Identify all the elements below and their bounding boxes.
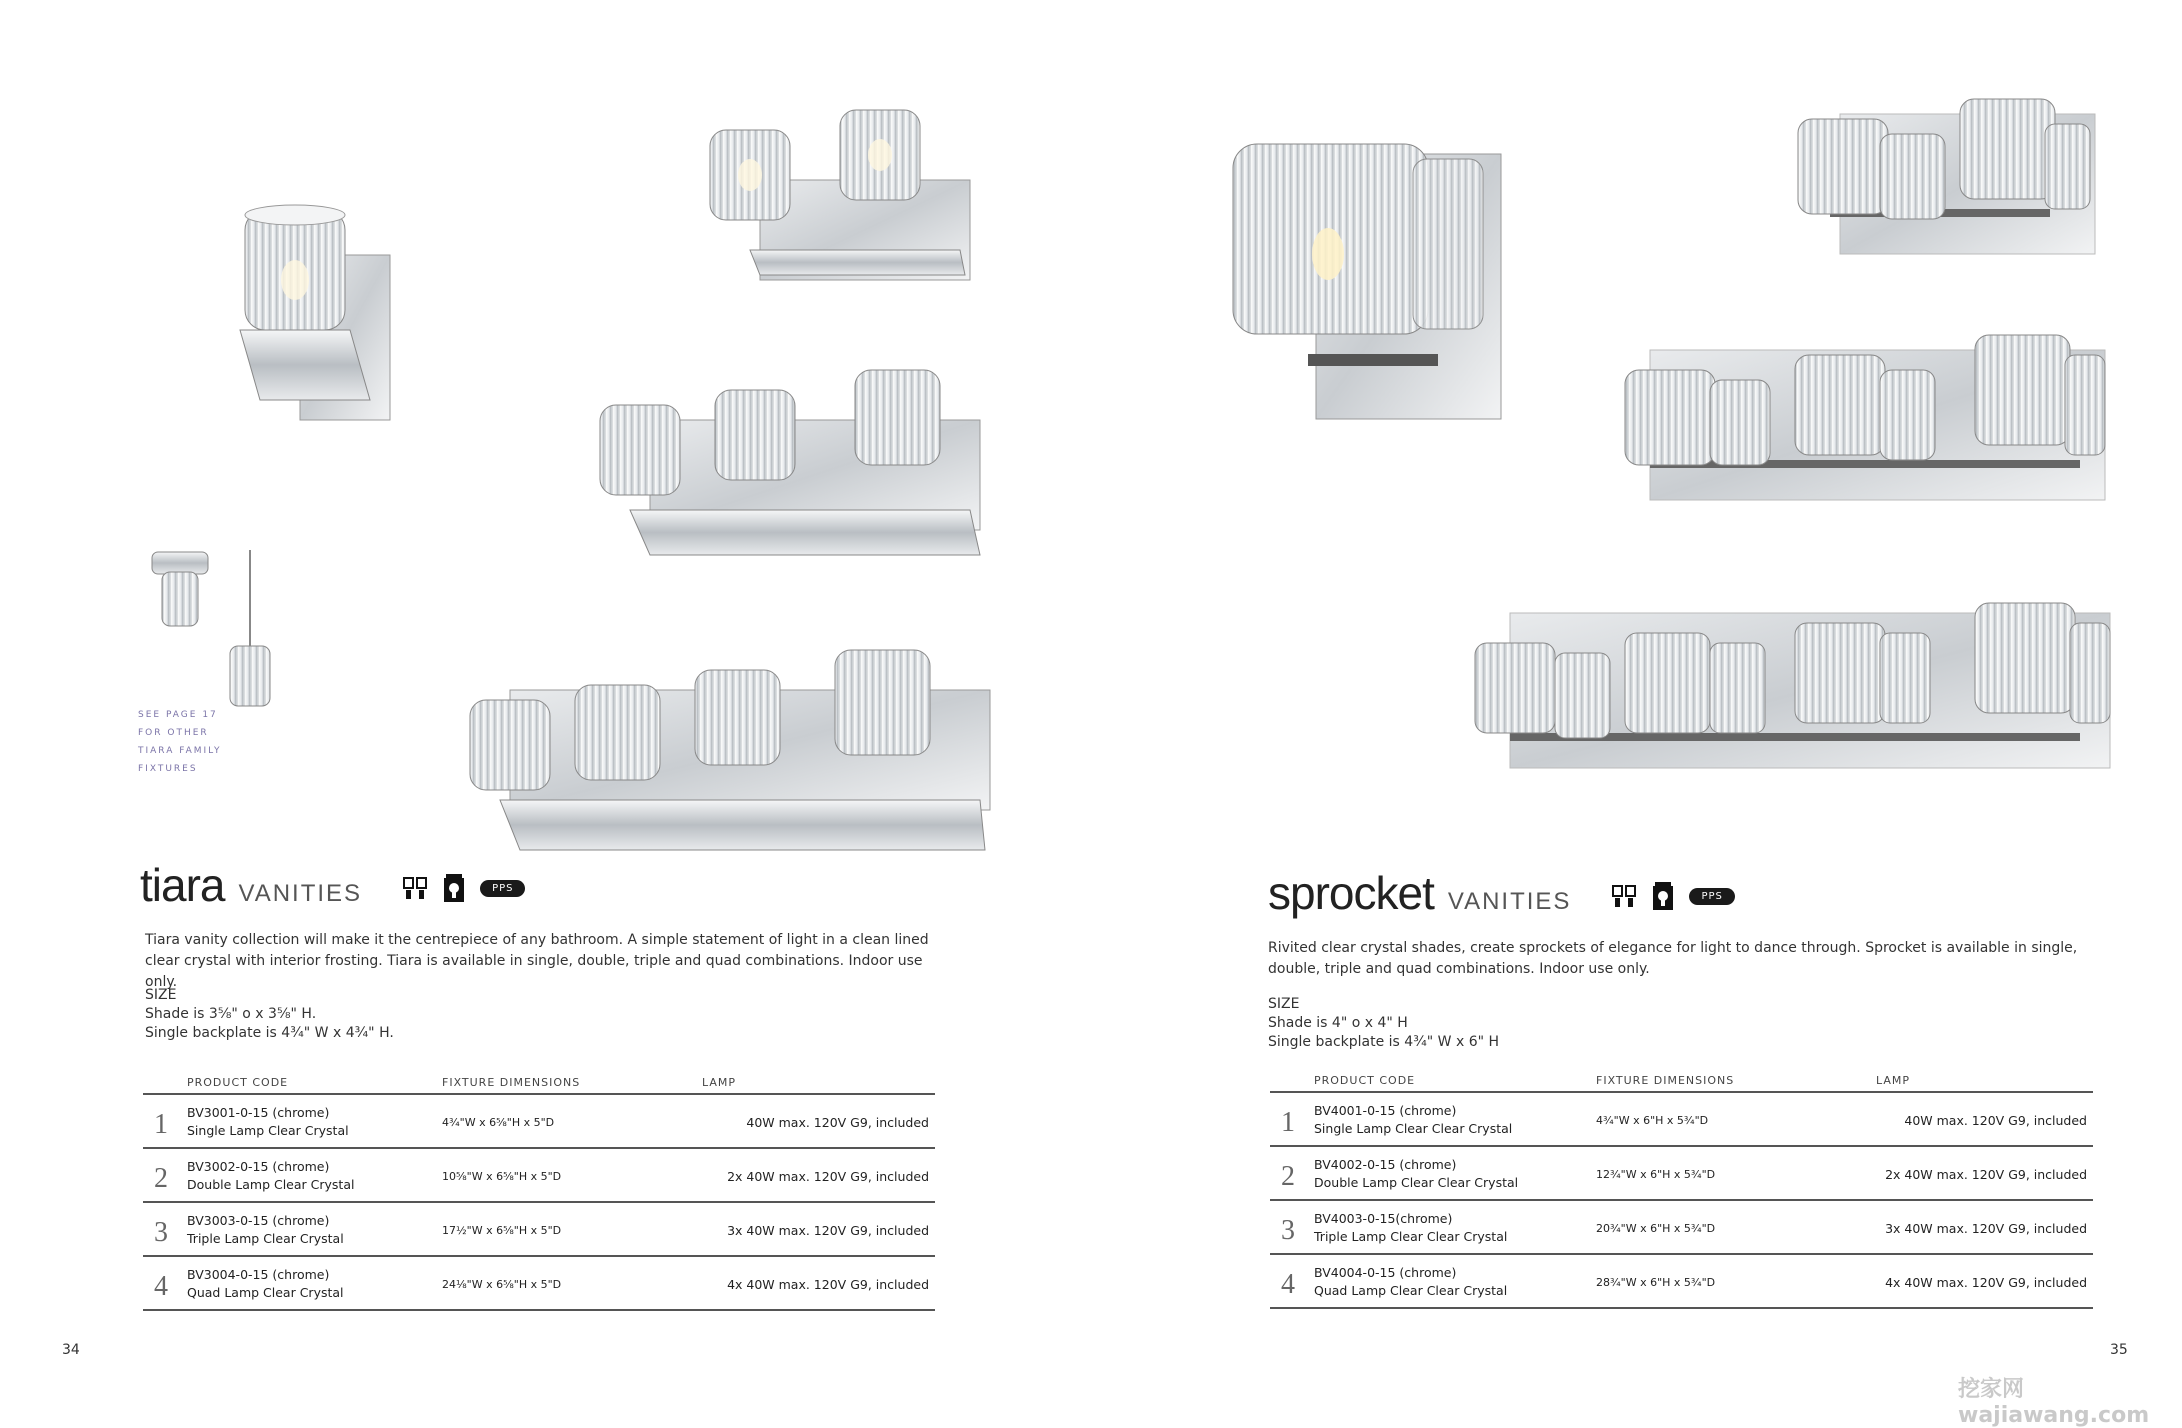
- table-row: 1 BV4001-0-15 (chrome) Single Lamp Clear Clear Crystal 4¾"W x 6"H x 5¾"D 40W max. 120V G9, included: [1270, 1092, 2093, 1146]
- table-header-row: [1270, 1074, 2093, 1092]
- col-lamp: LAMP: [702, 1076, 935, 1094]
- tiara-size-block: [145, 986, 394, 1043]
- table-row: 4 BV3004-0-15 (chrome) Quad Lamp Clear Crystal 24⅛"W x 6⅝"H x 5"D 4x 40W max. 120V G9, included: [143, 1256, 935, 1310]
- table-row: 3 BV4003-0-15(chrome) Triple Lamp Clear Clear Crystal 20¾"W x 6"H x 5¾"D 3x 40W max. 120V G9, included: [1270, 1200, 2093, 1254]
- bulb-housing-icon: [442, 874, 466, 902]
- series-type: VANITIES: [1447, 888, 1572, 915]
- table-row: 3 BV3003-0-15 (chrome) Triple Lamp Clear Crystal 17½"W x 6⅝"H x 5"D 3x 40W max. 120V G9, included: [143, 1202, 935, 1256]
- bulb-pair-icon: [1611, 883, 1637, 909]
- bulb-pair-icon: [402, 875, 428, 901]
- col-product-code: PRODUCT CODE: [1306, 1074, 1596, 1092]
- col-fixture-dimensions: FIXTURE DIMENSIONS: [442, 1076, 702, 1094]
- tiara-double-fixture-image: [700, 100, 980, 290]
- tiara-quad-fixture-image: [460, 640, 1000, 860]
- bulb-housing-icon: [1651, 882, 1675, 910]
- tiara-description: Tiara vanity collection will make it the centrepiece of any bathroom. A simple statement of light in a clean lined clear crystal with interior frosting. Tiara is available in single, double, triple and quad combinations. Indoor use only.: [145, 932, 929, 990]
- col-lamp: LAMP: [1876, 1074, 2093, 1092]
- table-row: 1 BV3001-0-15 (chrome) Single Lamp Clear Crystal 4¾"W x 6⅝"H x 5"D 40W max. 120V G9, included: [143, 1094, 935, 1148]
- series-type: VANITIES: [238, 880, 363, 907]
- size-line: Shade is 4" o x 4" H: [1268, 1015, 1408, 1031]
- size-line: Single backplate is 4¾" W x 4¾" H.: [145, 1025, 394, 1041]
- series-name: sprocket: [1268, 867, 1434, 919]
- tiara-single-fixture-image: [200, 200, 400, 430]
- tiara-series-title: [140, 858, 525, 912]
- size-label: SIZE: [1268, 996, 1300, 1012]
- sprocket-description: Rivited clear crystal shades, create sprockets of elegance for light to dance through. Sprocket is available in single, double, triple and quad combinations. Indoor use only.: [1268, 940, 2078, 977]
- pps-badge: PPS: [480, 880, 525, 897]
- pps-badge: PPS: [1689, 888, 1734, 905]
- table-header-row: [143, 1076, 935, 1094]
- sprocket-series-title: [1268, 866, 1735, 920]
- page-number-right: 35: [2110, 1342, 2128, 1358]
- page-number-left: 34: [62, 1342, 80, 1358]
- table-row: 2 BV4002-0-15 (chrome) Double Lamp Clear Clear Crystal 12¾"W x 6"H x 5¾"D 2x 40W max. 120V G9, included: [1270, 1146, 2093, 1200]
- watermark: 挖家网 wajiawang.com: [1958, 1377, 2150, 1428]
- size-label: SIZE: [145, 987, 177, 1003]
- sprocket-triple-fixture-image: [1620, 330, 2110, 510]
- tiara-triple-fixture-image: [590, 360, 990, 570]
- tiara-spec-table: [143, 1076, 935, 1311]
- sprocket-size-block: [1268, 995, 1499, 1052]
- col-product-code: PRODUCT CODE: [179, 1076, 442, 1094]
- sprocket-double-fixture-image: [1790, 94, 2100, 264]
- table-row: 4 BV4004-0-15 (chrome) Quad Lamp Clear Clear Crystal 28¾"W x 6"H x 5¾"D 4x 40W max. 120V G9, included: [1270, 1254, 2093, 1308]
- sprocket-spec-table: [1270, 1074, 2093, 1309]
- series-name: tiara: [140, 859, 225, 911]
- sprocket-quad-fixture-image: [1470, 598, 2115, 778]
- table-row: 2 BV3002-0-15 (chrome) Double Lamp Clear Crystal 10⅝"W x 6⅝"H x 5"D 2x 40W max. 120V G9, included: [143, 1148, 935, 1202]
- size-line: Shade is 3⅝" o x 3⅝" H.: [145, 1006, 317, 1022]
- size-line: Single backplate is 4¾" W x 6" H: [1268, 1034, 1500, 1050]
- see-page-note: SEE PAGE 17 FOR OTHER TIARA FAMILY FIXTURES: [138, 710, 222, 774]
- tiara-flush-mount-thumbnail: [148, 548, 212, 630]
- sprocket-single-fixture-image: [1228, 134, 1508, 424]
- tiara-pendant-thumbnail: [222, 550, 278, 710]
- col-fixture-dimensions: FIXTURE DIMENSIONS: [1596, 1074, 1876, 1092]
